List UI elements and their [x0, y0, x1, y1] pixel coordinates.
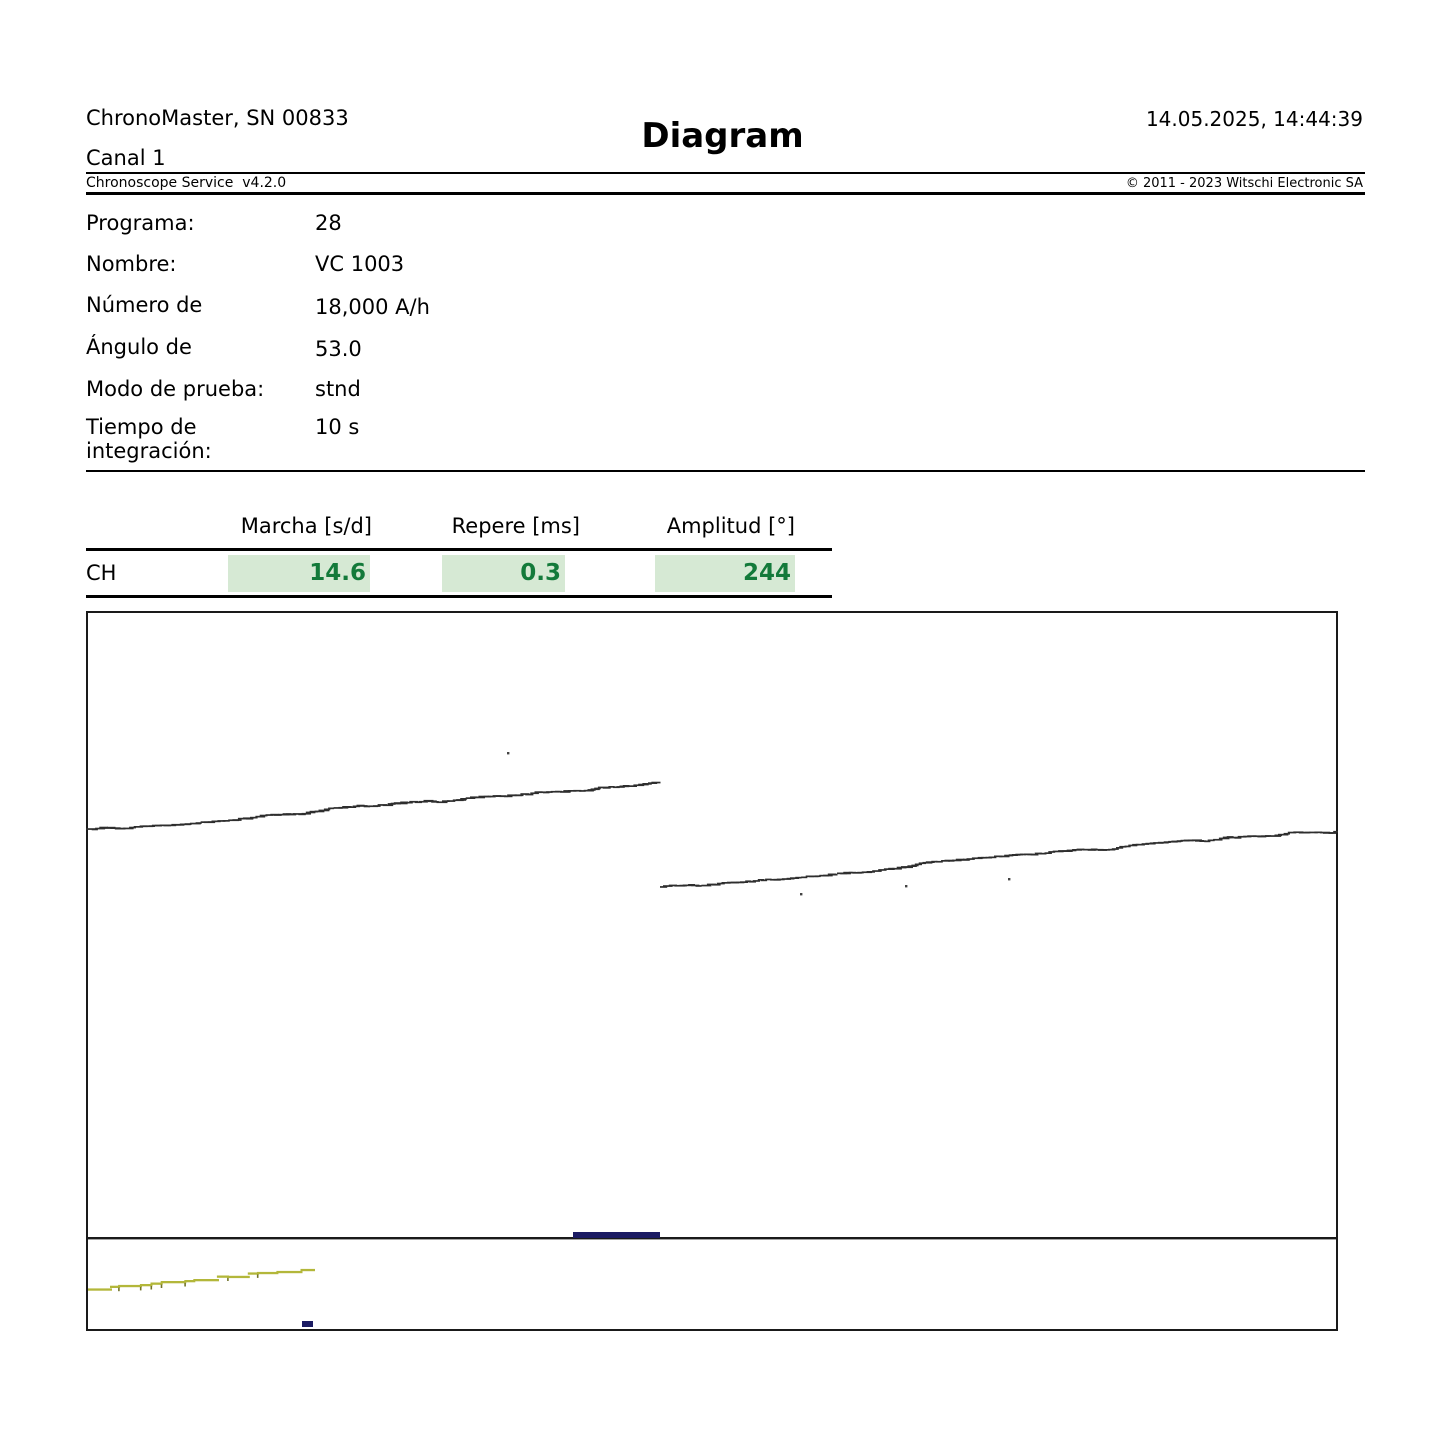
column-header-amplitud: Amplitud [°]: [666, 514, 795, 538]
param-value: 10 s: [315, 415, 360, 439]
channel-row-label: CH: [86, 561, 117, 585]
header-rule-bottom: [86, 192, 1365, 195]
header-rule-top: [86, 172, 1365, 174]
param-value: 53.0: [315, 337, 362, 361]
value-cell-marcha: 14.6: [228, 555, 370, 592]
column-header-repere: Repere [ms]: [451, 514, 580, 538]
param-label: Número de: [86, 293, 203, 317]
column-header-marcha: Marcha [s/d]: [240, 514, 372, 538]
param-label: Nombre:: [86, 252, 177, 276]
parameters-rule: [86, 470, 1365, 472]
param-value: 28: [315, 211, 342, 235]
channel-label: Canal 1: [86, 146, 166, 170]
value-cell-repere: 0.3: [442, 555, 565, 592]
value-cell-amplitud: 244: [655, 555, 795, 592]
table-rule-bottom: [86, 595, 832, 598]
param-label: Modo de prueba:: [86, 377, 265, 401]
param-value: stnd: [315, 377, 361, 401]
param-label: Ángulo de: [86, 335, 192, 359]
table-rule-top: [86, 548, 832, 551]
param-value: 18,000 A/h: [315, 295, 430, 319]
report-datetime: 14.05.2025, 14:44:39: [1145, 107, 1363, 131]
page-title: Diagram: [641, 116, 804, 156]
param-label: Tiempo de integración:: [86, 415, 212, 463]
software-version: Chronoscope Service v4.2.0: [86, 175, 287, 191]
copyright-notice: © 2011 - 2023 Witschi Electronic SA: [1125, 176, 1363, 191]
diagram-svg: [86, 611, 1338, 1331]
param-value: VC 1003: [315, 252, 405, 276]
param-label: Programa:: [86, 211, 195, 235]
device-name: ChronoMaster, SN 00833: [86, 106, 349, 130]
